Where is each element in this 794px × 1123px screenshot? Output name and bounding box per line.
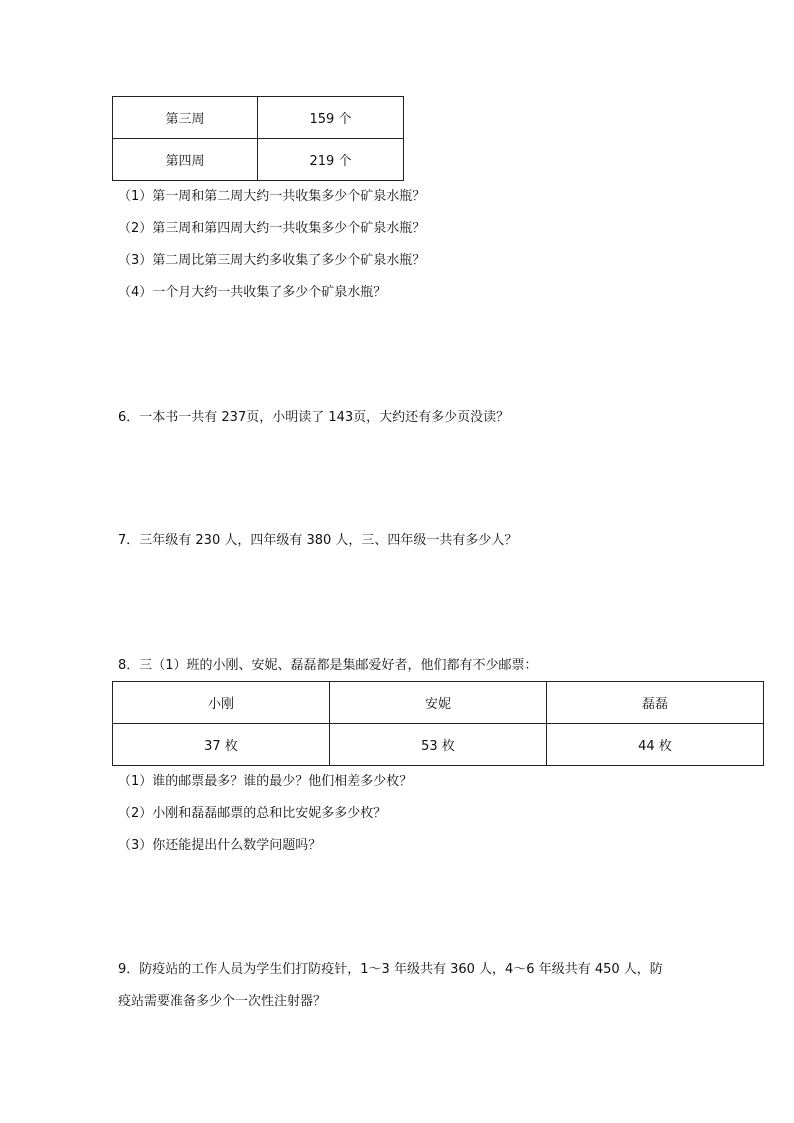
table-header-row — [113, 682, 764, 724]
q8-subquestion-3: （3）你还能提出什么数学问题吗？ — [118, 838, 322, 853]
question-8-intro: 8．三（1）班的小刚、安妮、磊磊都是集邮爱好者，他们都有不少邮票： — [118, 658, 538, 673]
stamp-table — [112, 681, 764, 766]
q5-subquestion-4: （4）一个月大约一共收集了多少个矿泉水瓶？ — [118, 285, 387, 300]
q5-subquestion-3: （3）第二周比第三周大约多收集了多少个矿泉水瓶？ — [118, 253, 426, 268]
count-cell: 219 个 — [258, 139, 404, 181]
header-cell: 磊磊 — [547, 682, 764, 724]
q5-subquestion-2: （2）第三周和第四周大约一共收集多少个矿泉水瓶？ — [118, 221, 426, 236]
header-cell: 安妮 — [330, 682, 547, 724]
week-cell: 第四周 — [113, 139, 258, 181]
table-row — [113, 724, 764, 766]
header-cell: 小刚 — [113, 682, 330, 724]
value-cell: 53 枚 — [330, 724, 547, 766]
count-cell: 159 个 — [258, 97, 404, 139]
q8-subquestion-2: （2）小刚和磊磊邮票的总和比安妮多多少枚？ — [118, 806, 387, 821]
q5-subquestion-1: （1）第一周和第二周大约一共收集多少个矿泉水瓶？ — [118, 189, 426, 204]
week-cell: 第三周 — [113, 97, 258, 139]
table-row — [113, 139, 404, 181]
question-9-line-1: 9．防疫站的工作人员为学生们打防疫针，1～3 年级共有 360 人，4～6 年级共有 450 人，防 — [118, 962, 663, 977]
weekly-bottle-table — [112, 96, 404, 181]
q8-subquestion-1: （1）谁的邮票最多？谁的最少？他们相差多少枚？ — [118, 774, 413, 789]
table-row — [113, 97, 404, 139]
value-cell: 37 枚 — [113, 724, 330, 766]
question-6: 6．一本书一共有 237页，小明读了 143页，大约还有多少页没读？ — [118, 410, 510, 425]
question-9-line-2: 疫站需要准备多少个一次性注射器？ — [118, 994, 327, 1009]
value-cell: 44 枚 — [547, 724, 764, 766]
question-7: 7．三年级有 230 人，四年级有 380 人，三、四年级一共有多少人？ — [118, 533, 518, 548]
